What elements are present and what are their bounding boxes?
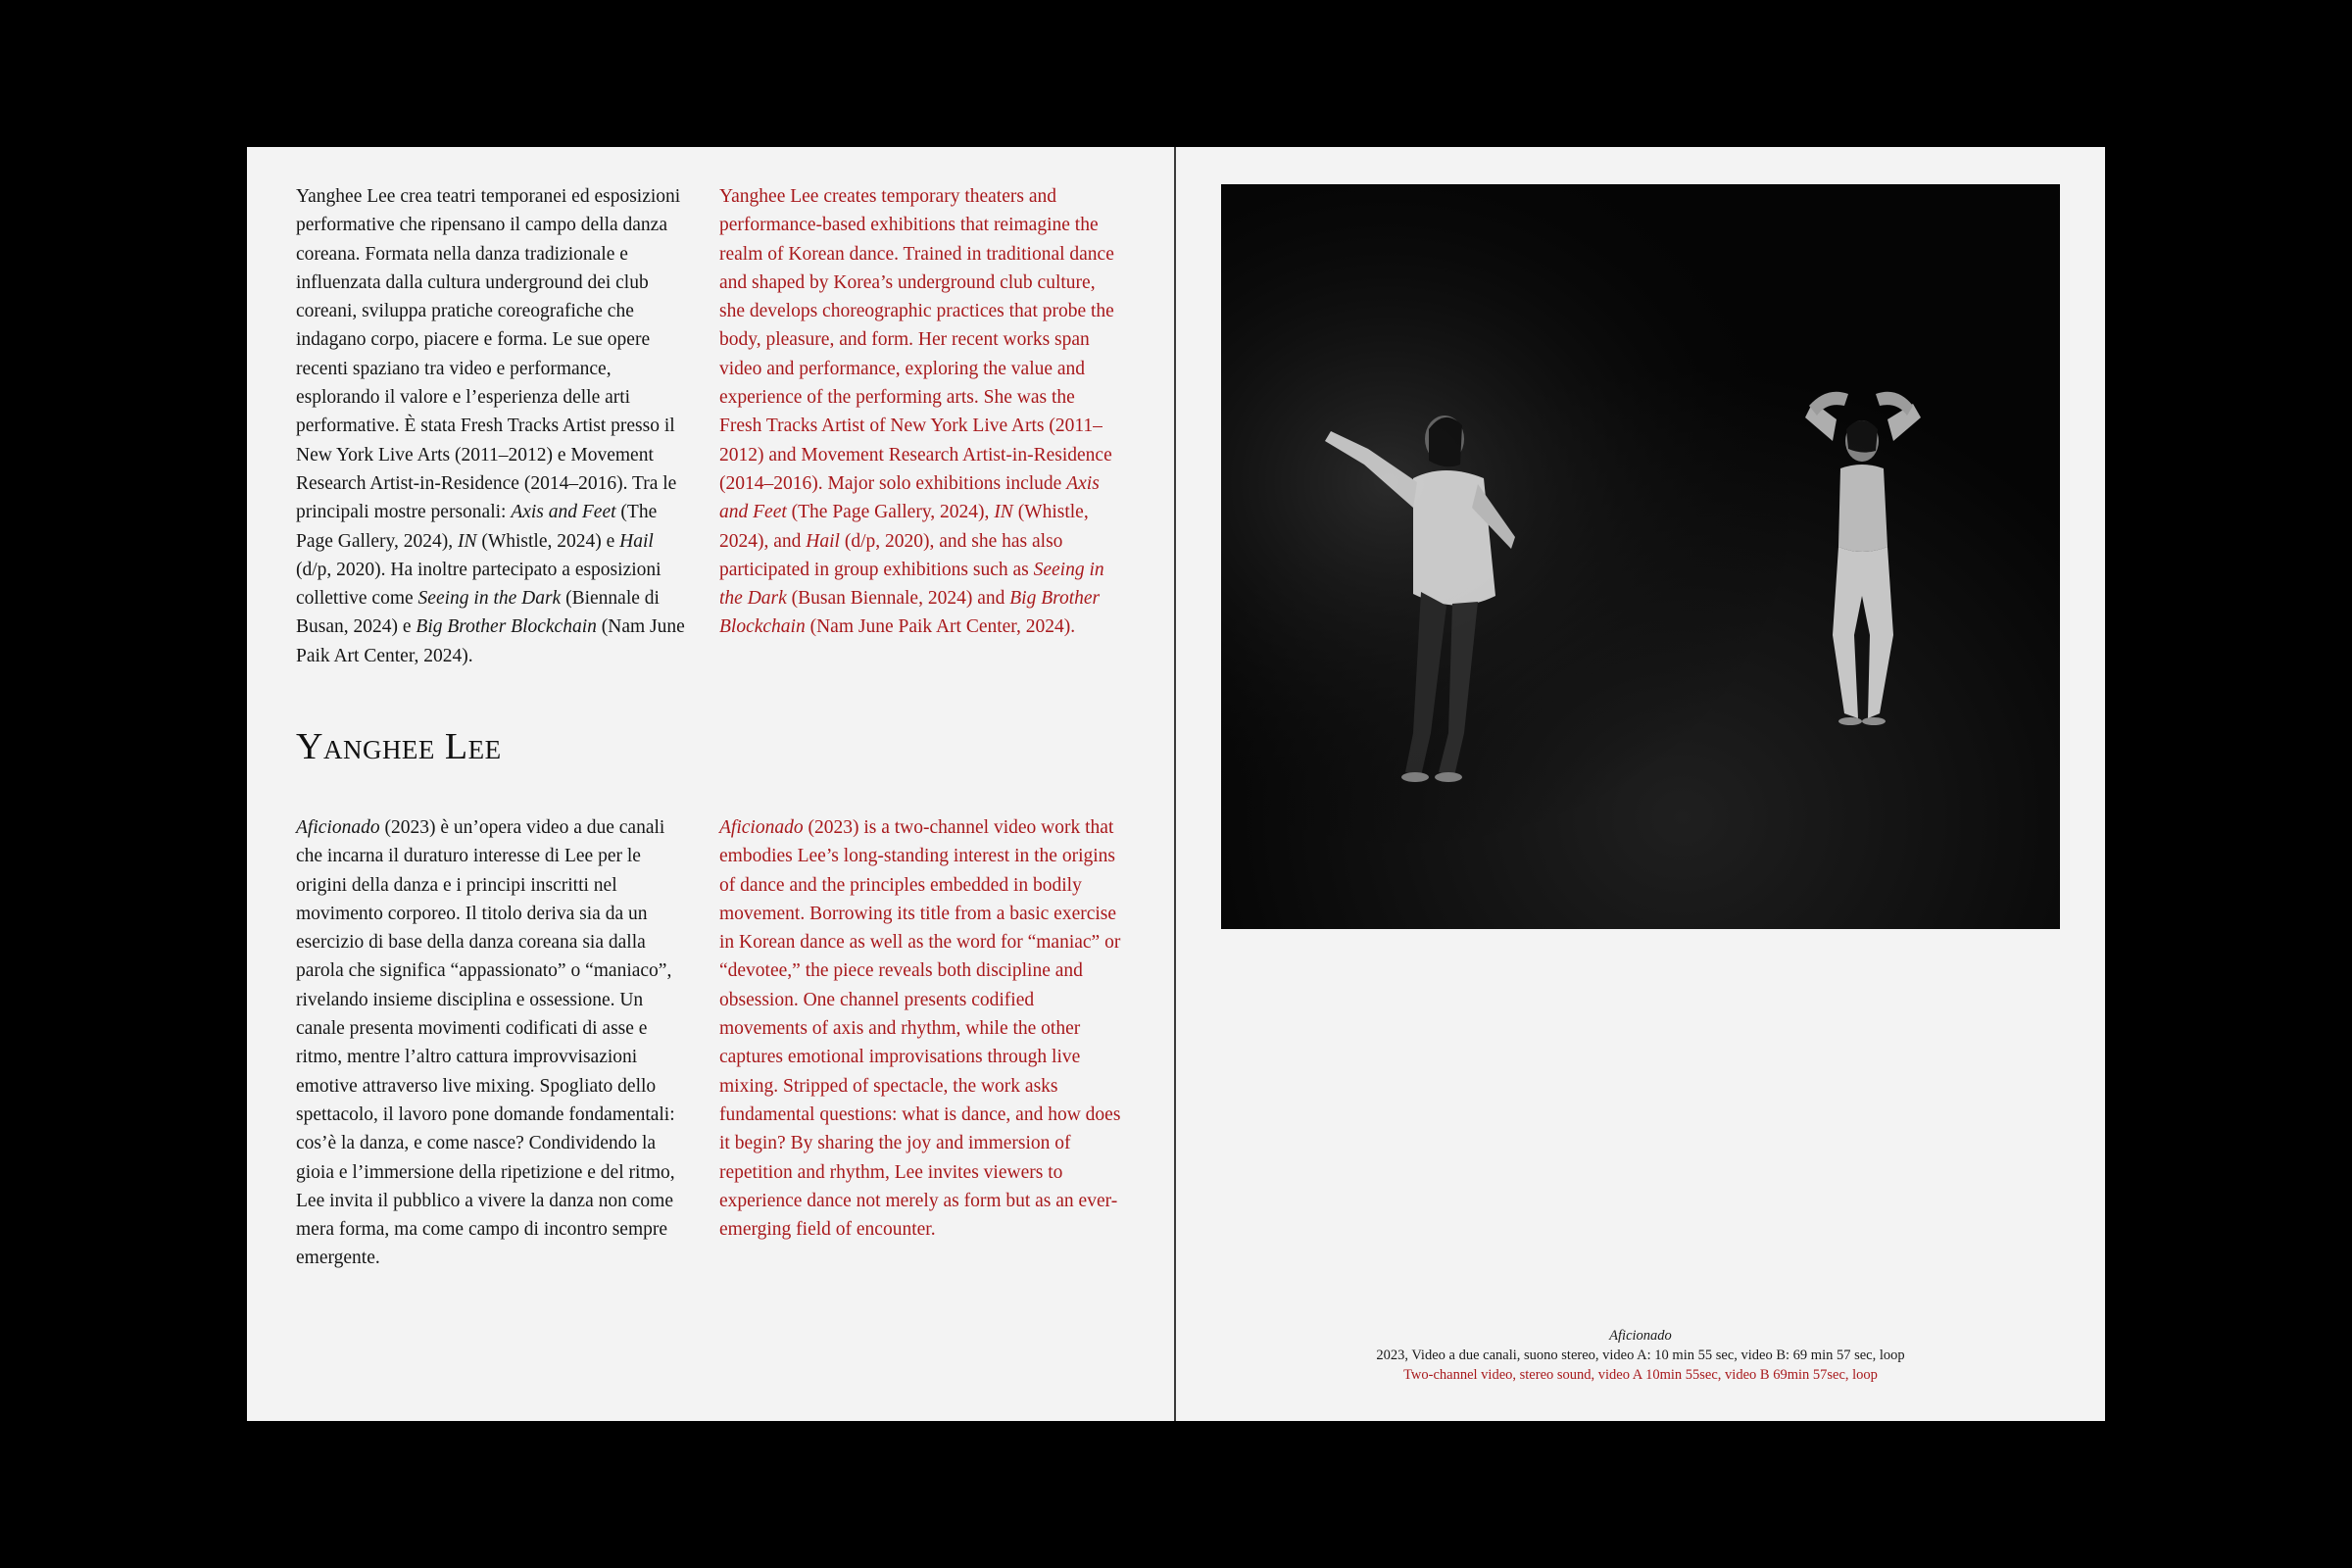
- text-run: (Whistle, 2024), and: [719, 502, 1089, 552]
- text-run: Yanghee Lee creates temporary theaters and performance-based exhibitions that reimagine the realm of Korean dance. Trained in traditional dance and shaped by Korea’s underground club culture, she develops choreographic practices that probe the body, pleasure, and form. Her recent works span video and performance, exploring the value and experience of the performing arts. She was the Fresh Tracks Artist of New York Live Arts (2011–2012) and Movement Research Artist-in-Residence (2014–2016). Major solo exhibitions include: [719, 186, 1114, 494]
- text-run: (Whistle, 2024) e: [476, 530, 620, 552]
- italic-title-run: Big Brother Blockchain: [719, 588, 1101, 638]
- bio-english: [719, 182, 1121, 642]
- caption-english: Two-channel video, stereo sound, video A 10min 55sec, video B 69min 57sec, loop: [1403, 1367, 1878, 1383]
- bio-italian-paragraph: [296, 182, 688, 670]
- italic-title-run: IN: [994, 502, 1013, 523]
- work-english: [719, 813, 1121, 1244]
- caption-title: Aficionado: [1609, 1328, 1672, 1344]
- text-run: (Busan Biennale, 2024) and: [786, 588, 1010, 610]
- italic-title-run: Axis and Feet: [511, 502, 616, 523]
- italic-title-run: Seeing in the Dark: [417, 588, 562, 610]
- photo-caption: [1221, 1326, 2060, 1385]
- text-run: (d/p, 2020), and she has also participated in group exhibitions such as: [719, 530, 1063, 580]
- text-run: Yanghee Lee crea teatri temporanei ed esposizioni performative che ripensano il campo della danza coreana. Formata nella danza tradizionale e influenzata dalla cultura underground dei club coreani, sviluppa pratiche coreografiche che indagano corpo, piacere e forma. Le sue opere recenti spaziano tra video e performance, esplorando il valore e l’esperienza delle arti performative. È stata Fresh Tracks Artist presso il New York Live Arts (2011–2012) e Movement Research Artist-in-Residence (2014–2016). Tra le principali mostre personali:: [296, 186, 681, 523]
- text-run: (The Page Gallery, 2024),: [296, 502, 658, 552]
- book-spread: [247, 147, 2105, 1421]
- work-italian: [296, 813, 688, 1273]
- italic-title-run: IN: [457, 530, 477, 552]
- italic-title-run: Big Brother Blockchain: [416, 616, 597, 638]
- text-run: (The Page Gallery, 2024),: [786, 502, 995, 523]
- italic-title-run: Seeing in the Dark: [719, 559, 1104, 610]
- performance-photo: [1221, 184, 2060, 929]
- italic-title-run: Axis and Feet: [719, 472, 1100, 523]
- text-run: (2023) è un’opera video a due canali che incarna il duraturo interesse di Lee per le origini della danza e i principi inscritti nel movimento corporeo. Il titolo deriva sia da un esercizio di base della danza coreana sia dalla parola che significa “appassionato” o “maniaco”, rivelando insieme disciplina e ossessione. Un canale presenta movimenti codificati di asse e ritmo, mentre l’altro cattura improvvisazioni emotive attraverso live mixing. Spogliato dello spettacolo, il lavoro pone domande fondamentali: cos’è la danza, e come nasce? Condividendo la gioia e l’immersione della ripetizione e del ritmo, Lee invita il pubblico a vivere la danza non come mera forma, ma come campo di incontro sempre emergente.: [296, 817, 675, 1269]
- performance-photo-graphic: [1221, 184, 2060, 929]
- bio-english-paragraph: [719, 182, 1121, 642]
- italic-title-run: Hail: [806, 530, 840, 552]
- bio-italian: [296, 182, 688, 670]
- text-run: (Nam June Paik Art Center, 2024).: [805, 616, 1076, 638]
- artist-name-heading: Yanghee Lee: [296, 726, 502, 767]
- work-english-paragraph: [719, 813, 1121, 1244]
- italic-title-run: Hail: [619, 530, 654, 552]
- text-run: (2023) is a two-channel video work that embodies Lee’s long-standing interest in the origins of dance and the principles embedded in bodily movement. Borrowing its title from a basic exercise in Korean dance as well as the word for “maniac” or “devotee,” the piece reveals both discipline and obsession. One channel presents codified movements of axis and rhythm, while the other captures emotional improvisations through live mixing. Stripped of spectacle, the work asks fundamental questions: what is dance, and how does it begin? By sharing the joy and immersion of repetition and rhythm, Lee invites viewers to experience dance not merely as form but as an ever-emerging field of encounter.: [719, 817, 1121, 1241]
- caption-italian: 2023, Video a due canali, suono stereo, video A: 10 min 55 sec, video B: 69 min 57 sec, loop: [1376, 1348, 1905, 1363]
- italic-title-run: Aficionado: [296, 817, 380, 838]
- book-gutter: [1174, 147, 1176, 1421]
- italic-title-run: Aficionado: [719, 817, 804, 838]
- text-run: (d/p, 2020). Ha inoltre partecipato a esposizioni collettive come: [296, 559, 662, 610]
- work-italian-paragraph: [296, 813, 688, 1273]
- text-run: (Biennale di Busan, 2024) e: [296, 588, 660, 638]
- text-run: (Nam June Paik Art Center, 2024).: [296, 616, 685, 666]
